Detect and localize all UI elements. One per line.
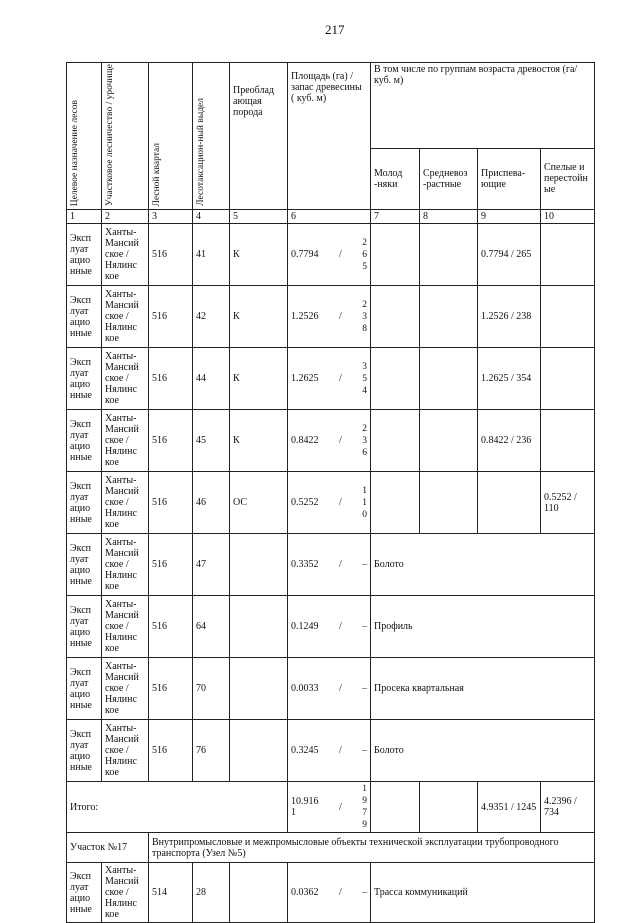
column-number-10: 10 xyxy=(541,210,595,224)
maturing-cell xyxy=(478,472,541,534)
area-cell xyxy=(288,410,371,472)
allotment-cell: 44 xyxy=(193,348,230,410)
area-cell xyxy=(288,596,371,658)
table-row xyxy=(67,720,595,782)
purpose-cell: Эксп луат ацио нные xyxy=(67,596,102,658)
district-cell: Ханты- Мансий ское / Нялинс кое xyxy=(102,658,149,720)
area-slash: / xyxy=(338,887,342,898)
purpose-cell: Эксп луат ацио нные xyxy=(67,658,102,720)
volume-value: – xyxy=(362,683,367,694)
area-value: 0.0033 xyxy=(291,683,319,694)
purpose-cell: Эксп луат ацио нные xyxy=(67,720,102,782)
species-cell xyxy=(230,596,288,658)
district-cell: Ханты- Мансий ское / Нялинс кое xyxy=(102,863,149,923)
area-cell xyxy=(288,348,371,410)
area-slash: / xyxy=(338,435,342,446)
middle-cell xyxy=(420,286,478,348)
header-mature: Спелые и перестойн ые xyxy=(541,148,595,209)
middle-cell xyxy=(420,410,478,472)
total-middle xyxy=(420,782,478,833)
total-row xyxy=(67,782,595,833)
maturing-cell: 1.2526 / 238 xyxy=(478,286,541,348)
allotment-cell: 64 xyxy=(193,596,230,658)
header-maturing: Приспева- ющие xyxy=(478,148,541,209)
column-number-9: 9 xyxy=(478,210,541,224)
note-cell: Болото xyxy=(371,720,595,782)
section-description: Внутрипромысловые и межпромысловые объекты технической эксплуатации трубопроводного транспорта (Узел №5) xyxy=(149,833,595,863)
purpose-cell: Эксп луат ацио нные xyxy=(67,863,102,923)
district-cell: Ханты- Мансий ское / Нялинс кое xyxy=(102,534,149,596)
quarter-cell: 516 xyxy=(149,720,193,782)
allotment-cell: 28 xyxy=(193,863,230,923)
allotment-cell: 42 xyxy=(193,286,230,348)
purpose-cell: Эксп луат ацио нные xyxy=(67,534,102,596)
middle-cell xyxy=(420,472,478,534)
middle-cell xyxy=(420,348,478,410)
young-cell xyxy=(371,410,420,472)
volume-value: – xyxy=(362,745,367,756)
column-number-3: 3 xyxy=(149,210,193,224)
header-area: Площадь (га) / запас древесины ( куб. м) xyxy=(288,63,371,210)
area-slash: / xyxy=(338,497,342,508)
note-cell: Просека квартальная xyxy=(371,658,595,720)
quarter-cell: 516 xyxy=(149,658,193,720)
district-cell: Ханты- Мансий ское / Нялинс кое xyxy=(102,410,149,472)
section-row xyxy=(67,833,595,863)
species-cell xyxy=(230,534,288,596)
volume-value: 2 3 8 xyxy=(362,299,367,334)
district-cell: Ханты- Мансий ское / Нялинс кое xyxy=(102,224,149,286)
mature-cell xyxy=(541,348,595,410)
header-row xyxy=(67,63,595,149)
quarter-cell: 516 xyxy=(149,348,193,410)
mature-cell: 0.5252 / 110 xyxy=(541,472,595,534)
maturing-cell: 1.2625 / 354 xyxy=(478,348,541,410)
species-cell: ОС xyxy=(230,472,288,534)
note-cell: Профиль xyxy=(371,596,595,658)
species-cell: К xyxy=(230,410,288,472)
area-value: 0.3245 xyxy=(291,745,319,756)
table-row xyxy=(67,410,595,472)
total-maturing: 4.9351 / 1245 xyxy=(478,782,541,833)
volume-value: 1 1 0 xyxy=(362,485,367,520)
column-number-1: 1 xyxy=(67,210,102,224)
district-cell: Ханты- Мансий ское / Нялинс кое xyxy=(102,720,149,782)
header-species: Преоблад ающая порода xyxy=(230,63,288,210)
district-cell: Ханты- Мансий ское / Нялинс кое xyxy=(102,348,149,410)
mature-cell xyxy=(541,224,595,286)
note-cell: Трасса коммуникаций xyxy=(371,863,595,923)
area-value: 0.1249 xyxy=(291,621,319,632)
column-number-8: 8 xyxy=(420,210,478,224)
volume-value: – xyxy=(362,559,367,570)
area-cell xyxy=(288,224,371,286)
area-value: 1.2625 xyxy=(291,373,319,384)
table-row xyxy=(67,286,595,348)
header-middle: Средневоз -растные xyxy=(420,148,478,209)
purpose-cell: Эксп луат ацио нные xyxy=(67,472,102,534)
district-cell: Ханты- Мансий ское / Нялинс кое xyxy=(102,286,149,348)
maturing-cell: 0.7794 / 265 xyxy=(478,224,541,286)
area-cell xyxy=(288,286,371,348)
purpose-cell: Эксп луат ацио нные xyxy=(67,286,102,348)
area-value: 0.8422 xyxy=(291,435,319,446)
quarter-cell: 514 xyxy=(149,863,193,923)
purpose-cell: Эксп луат ацио нные xyxy=(67,224,102,286)
section-label: Участок №17 xyxy=(67,833,149,863)
table-row xyxy=(67,534,595,596)
header-allotment: Лесотаксацион-ный выдел xyxy=(193,63,230,210)
allotment-cell: 41 xyxy=(193,224,230,286)
district-cell: Ханты- Мансий ское / Нялинс кое xyxy=(102,472,149,534)
purpose-cell: Эксп луат ацио нные xyxy=(67,348,102,410)
area-slash: / xyxy=(338,683,342,694)
area-slash: / xyxy=(338,621,342,632)
column-number-7: 7 xyxy=(371,210,420,224)
area-cell xyxy=(288,720,371,782)
table-row xyxy=(67,348,595,410)
area-cell xyxy=(288,863,371,923)
quarter-cell: 516 xyxy=(149,286,193,348)
area-value: 0.5252 xyxy=(291,497,319,508)
quarter-cell: 516 xyxy=(149,534,193,596)
middle-cell xyxy=(420,224,478,286)
area-value: 1.2526 xyxy=(291,311,319,322)
area-slash: / xyxy=(338,745,342,756)
table-row xyxy=(67,863,595,923)
quarter-cell: 516 xyxy=(149,596,193,658)
maturing-cell: 0.8422 / 236 xyxy=(478,410,541,472)
species-cell xyxy=(230,658,288,720)
young-cell xyxy=(371,348,420,410)
column-number-row xyxy=(67,210,595,224)
quarter-cell: 516 xyxy=(149,224,193,286)
volume-value: 2 6 5 xyxy=(362,237,367,272)
header-district: Участковое лесничество / урочище xyxy=(102,63,149,210)
allotment-cell: 47 xyxy=(193,534,230,596)
volume-value: 1 9 7 9 xyxy=(362,784,367,830)
area-slash: / xyxy=(338,801,342,813)
allotment-cell: 45 xyxy=(193,410,230,472)
table-row xyxy=(67,224,595,286)
area-slash: / xyxy=(338,249,342,260)
header-quarter: Лесной квартал xyxy=(149,63,193,210)
page-number: 217 xyxy=(325,22,345,37)
table-row xyxy=(67,472,595,534)
table-row xyxy=(67,658,595,720)
mature-cell xyxy=(541,286,595,348)
area-value: 0.7794 xyxy=(291,249,319,260)
allotment-cell: 76 xyxy=(193,720,230,782)
table-row xyxy=(67,596,595,658)
species-cell xyxy=(230,863,288,923)
species-cell xyxy=(230,720,288,782)
volume-value: 3 5 4 xyxy=(362,361,367,396)
forest-table xyxy=(66,62,595,923)
volume-value: – xyxy=(362,621,367,632)
purpose-cell: Эксп луат ацио нные xyxy=(67,410,102,472)
quarter-cell: 516 xyxy=(149,410,193,472)
column-number-4: 4 xyxy=(193,210,230,224)
column-number-5: 5 xyxy=(230,210,288,224)
mature-cell xyxy=(541,410,595,472)
area-value: 10.916 1 xyxy=(291,796,319,818)
district-cell: Ханты- Мансий ское / Нялинс кое xyxy=(102,596,149,658)
quarter-cell: 516 xyxy=(149,472,193,534)
total-label: Итого: xyxy=(67,782,288,833)
young-cell xyxy=(371,286,420,348)
area-cell xyxy=(288,534,371,596)
allotment-cell: 70 xyxy=(193,658,230,720)
total-mature: 4.2396 / 734 xyxy=(541,782,595,833)
area-value: 0.3352 xyxy=(291,559,319,570)
area-cell xyxy=(288,782,371,833)
species-cell: К xyxy=(230,348,288,410)
area-slash: / xyxy=(338,373,342,384)
header-age-groups: В том числе по группам возраста древостоя (га/ куб. м) xyxy=(371,63,595,149)
young-cell xyxy=(371,224,420,286)
volume-value: – xyxy=(362,887,367,898)
column-number-2: 2 xyxy=(102,210,149,224)
volume-value: 2 3 6 xyxy=(362,423,367,458)
species-cell: К xyxy=(230,286,288,348)
area-cell xyxy=(288,658,371,720)
header-purpose: Целевое назначение лесов xyxy=(67,63,102,210)
area-value: 0.0362 xyxy=(291,887,319,898)
header-young: Молод -няки xyxy=(371,148,420,209)
area-slash: / xyxy=(338,559,342,570)
note-cell: Болото xyxy=(371,534,595,596)
area-slash: / xyxy=(338,311,342,322)
total-young xyxy=(371,782,420,833)
column-number-6: 6 xyxy=(288,210,371,224)
area-cell xyxy=(288,472,371,534)
species-cell: К xyxy=(230,224,288,286)
young-cell xyxy=(371,472,420,534)
allotment-cell: 46 xyxy=(193,472,230,534)
